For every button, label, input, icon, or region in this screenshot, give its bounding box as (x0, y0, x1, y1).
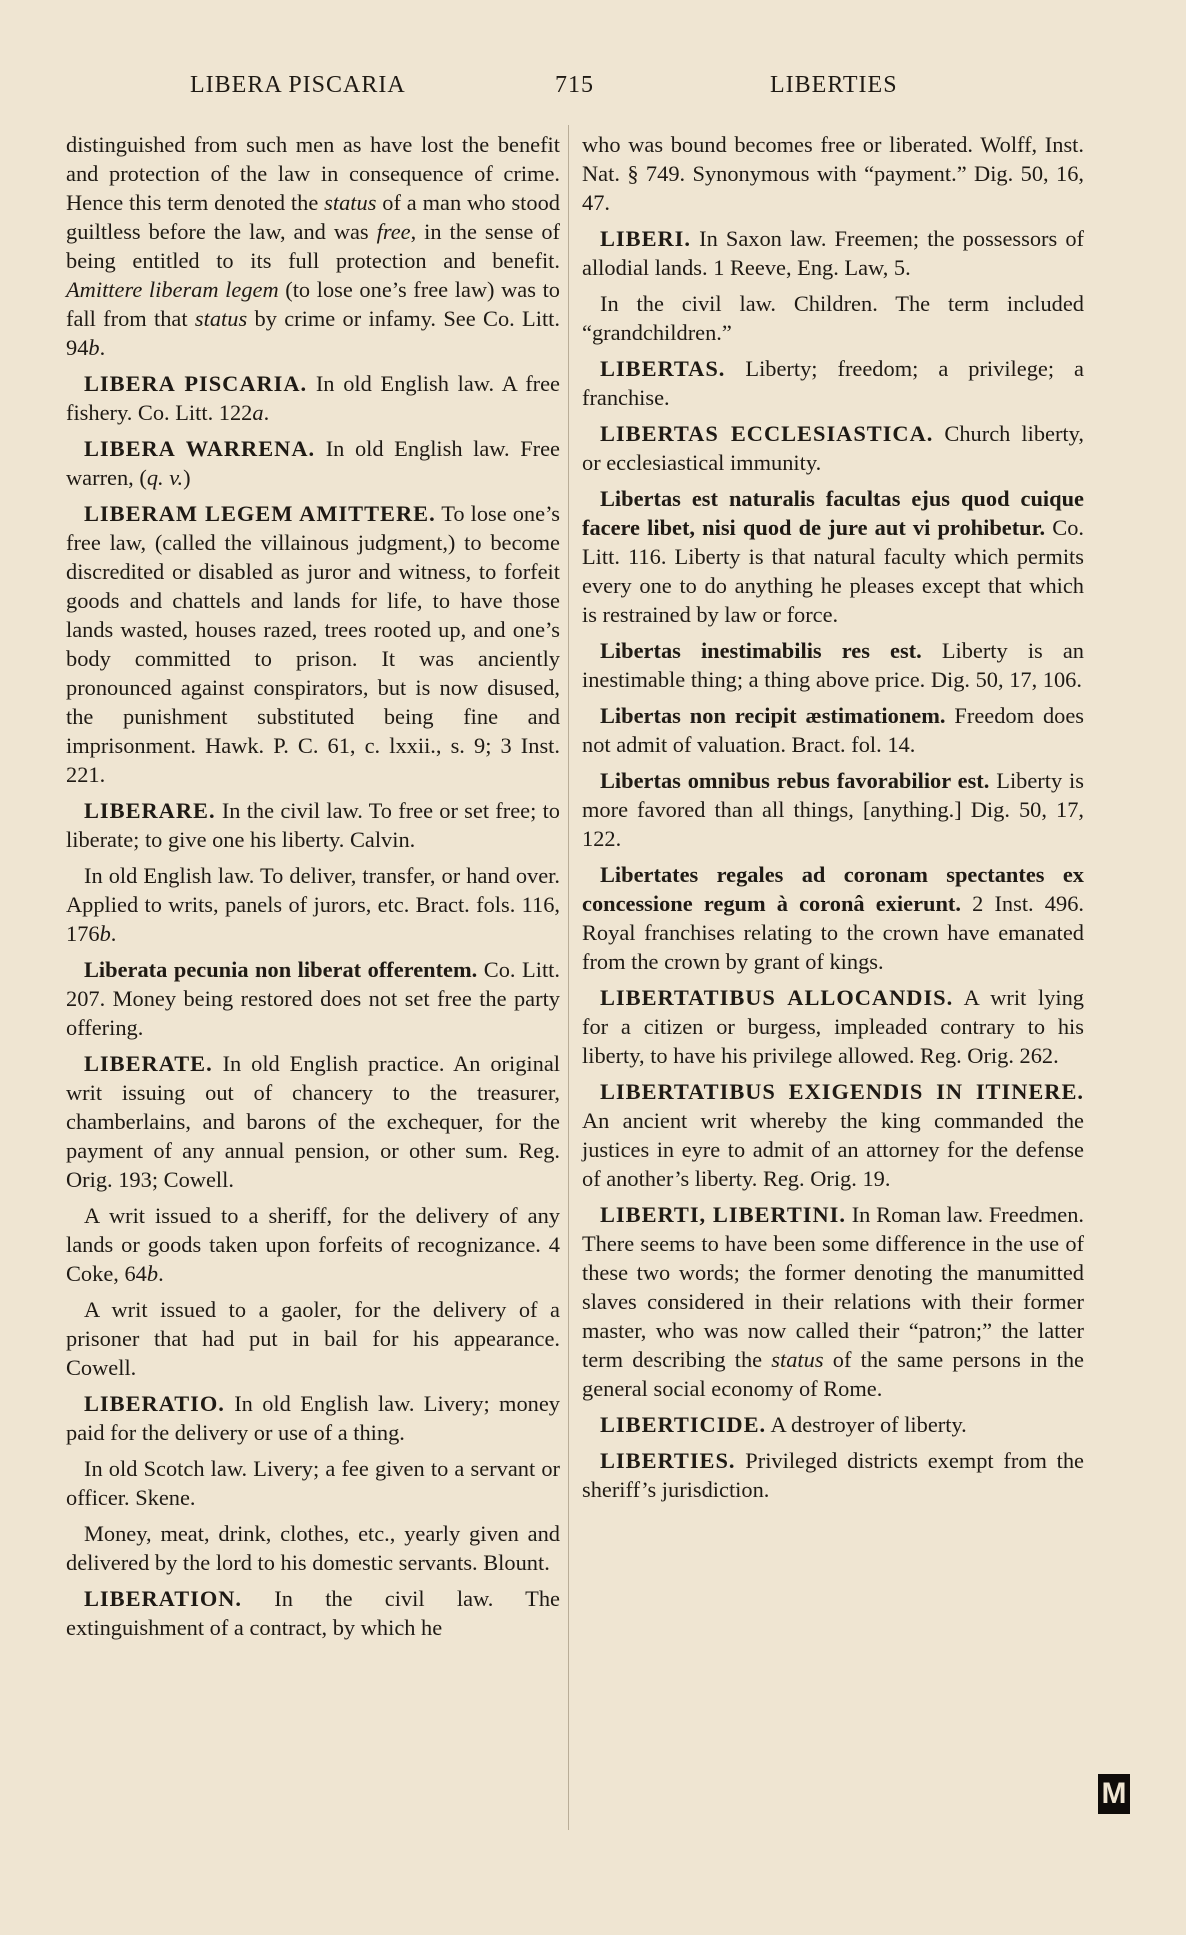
entry-text: A writ issued to a sheriff, for the delivery of any lands or goods taken upon forfeits of recognizance. 4 Coke, 64 (66, 1203, 560, 1286)
dictionary-entry (66, 1519, 560, 1577)
headword: LIBERATE. (84, 1051, 213, 1076)
italic-text: status (771, 1347, 824, 1372)
dictionary-entry (66, 1454, 560, 1512)
entry-text: Privileged districts exempt from the sheriff’s jurisdiction. (582, 1448, 1084, 1502)
entry-text: In old English law. Free warren, ( (66, 436, 560, 490)
dictionary-entry (582, 484, 1084, 629)
dictionary-entry (582, 130, 1084, 217)
entry-text: . (263, 400, 270, 425)
entry-text: A writ lying for a citizen or burgess, impleaded contrary to his liberty, to have his privilege allowed. Reg. Orig. 262. (582, 985, 1084, 1068)
dictionary-entry (66, 1295, 560, 1382)
maxim: Libertas est naturalis facultas ejus quod cuique facere libet, nisi quod de jure aut vi prohibetur. (582, 486, 1084, 540)
dictionary-entry (66, 796, 560, 854)
entry-text: A destroyer of liberty. (766, 1412, 967, 1437)
dictionary-entry (582, 636, 1084, 694)
header-right-guideword: LIBERTIES (770, 72, 898, 98)
dictionary-entry (582, 860, 1084, 976)
maxim: Libertas inestimabilis res est. (600, 638, 922, 663)
right-column (582, 130, 1084, 1511)
entry-text: In old English law. A free fishery. Co. Litt. 122 (66, 371, 560, 425)
dictionary-entry (582, 983, 1084, 1070)
dictionary-entry (582, 1446, 1084, 1504)
running-header (0, 72, 1186, 112)
headword: LIBERTATIBUS EXIGENDIS IN ITINERE. (600, 1079, 1084, 1104)
entry-text: A writ issued to a gaoler, for the delivery of a prisoner that had put in bail for his appearance. Cowell. (66, 1297, 560, 1380)
dictionary-entry (66, 130, 560, 362)
headword: LIBERTIES. (600, 1448, 736, 1473)
headword: LIBERA WARRENA. (84, 436, 316, 461)
italic-text: b (99, 921, 111, 946)
dictionary-entry (66, 1584, 560, 1642)
left-column (66, 130, 560, 1649)
dictionary-entry (66, 369, 560, 427)
headword: LIBERARE. (84, 798, 216, 823)
entry-text: An ancient writ whereby the king commanded the justices in eyre to admit of an attorney for the defense of another’s liberty. Reg. Orig. 19. (582, 1108, 1084, 1191)
entry-text: . (158, 1261, 164, 1286)
entry-text: 2 Inst. 496. Royal franchises relating to the crown have emanated from the crown by grant of kings. (582, 891, 1084, 974)
entry-text: distinguished from such men as have lost the benefit and protection of the law in consequence of crime. Hence this term denoted the (66, 132, 560, 215)
entry-text: In old Scotch law. Livery; a fee given to a servant or officer. Skene. (66, 1456, 560, 1510)
headword: LIBERTI, LIBERTINI. (600, 1202, 846, 1227)
entry-text: by crime or infamy. See Co. Litt. 94 (66, 306, 560, 360)
entry-text: In the civil law. The extinguishment of a contract, by which he (66, 1586, 560, 1640)
entry-text: Church liberty, or ecclesiastical immunity. (582, 421, 1084, 475)
entry-text: Liberty is an inestimable thing; a thing above price. Dig. 50, 17, 106. (582, 638, 1084, 692)
entry-text: In the civil law. Children. The term included “grandchildren.” (582, 291, 1084, 345)
entry-text: , in the sense of being entitled to its full protection and benefit. (66, 219, 560, 273)
entry-text: In Roman law. Freedmen. There seems to have been some difference in the use of these two words; the former denoting the manumitted slaves considered in their relations with their former master, who was now called their “patron;” the latter term describing the (582, 1202, 1084, 1372)
italic-text: b (88, 335, 100, 360)
entry-text: . (110, 921, 117, 946)
italic-text: status (194, 306, 248, 331)
headword: LIBERTAS. (600, 356, 726, 381)
italic-text: a (252, 400, 264, 425)
italic-text: b (146, 1261, 159, 1286)
entry-text: ) (183, 465, 191, 490)
headword: LIBERTATIBUS ALLOCANDIS. (600, 985, 954, 1010)
headword: LIBERA PISCARIA. (84, 371, 308, 396)
italic-text: status (324, 190, 377, 215)
entry-text: . (99, 335, 106, 360)
dictionary-entry (582, 1410, 1084, 1439)
italic-text: free (376, 219, 411, 244)
headword: LIBERATIO. (84, 1391, 225, 1416)
entry-text: In old English law. Livery; money paid for the delivery or use of a thing. (66, 1391, 560, 1445)
dictionary-entry (66, 861, 560, 948)
entry-text: of the same persons in the general social economy of Rome. (582, 1347, 1084, 1401)
entry-text: of a man who stood guiltless before the law, and was (66, 190, 560, 244)
maxim: Liberata pecunia non liberat offerentem. (84, 957, 478, 982)
entry-text: Co. Litt. 116. Liberty is that natural faculty which permits every one to do anything he pleases except that which is restrained by law or force. (582, 515, 1084, 627)
entry-text: Liberty; freedom; a privilege; a franchise. (582, 356, 1084, 410)
entry-text: In Saxon law. Freemen; the possessors of allodial lands. 1 Reeve, Eng. Law, 5. (582, 226, 1084, 280)
column-divider (568, 125, 569, 1830)
headword: LIBERI. (600, 226, 691, 251)
dictionary-entry (582, 224, 1084, 282)
thumb-index-tab: M (1098, 1774, 1130, 1814)
dictionary-entry (582, 354, 1084, 412)
italic-text: Amittere liberam legem (66, 277, 279, 302)
entry-text: Freedom does not admit of valuation. Bract. fol. 14. (582, 703, 1084, 757)
entry-text: In old English practice. An original writ issuing out of chancery to the treasurer, chamberlains, and barons of the exchequer, for the payment of any annual pension, or other sum. Reg. Orig. 193; Cowell. (66, 1051, 560, 1192)
dictionary-entry (582, 1077, 1084, 1193)
entry-text: Liberty is more favored than all things, [anything.] Dig. 50, 17, 122. (582, 768, 1084, 851)
maxim: Libertas omnibus rebus favorabilior est. (600, 768, 990, 793)
dictionary-entry (582, 701, 1084, 759)
entry-text: (to lose one’s free law) was to fall from that (66, 277, 560, 331)
page-number: 715 (555, 72, 594, 98)
headword: LIBERATION. (84, 1586, 243, 1611)
dictionary-entry (66, 955, 560, 1042)
dictionary-entry (582, 289, 1084, 347)
maxim: Libertas non recipit æstimationem. (600, 703, 946, 728)
maxim: Libertates regales ad coronam spectantes ex concessione regum à coronâ exierunt. (582, 862, 1084, 916)
entry-text: To lose one’s free law, (called the villainous judgment,) to become discredited or disabled as juror and witness, to forfeit goods and chattels and lands for life, to have those lands wasted, houses razed, trees rooted up, and one’s body committed to prison. It was anciently pronounced against conspirators, but is now disused, the punishment substituted being fine and imprisonment. Hawk. P. C. 61, c. lxxii., s. 9; 3 Inst. 221. (66, 501, 560, 787)
entry-text: In old English law. To deliver, transfer, or hand over. Applied to writs, panels of jurors, etc. Bract. fols. 116, 176 (66, 863, 560, 946)
dictionary-entry (66, 1201, 560, 1288)
italic-text: q. v. (146, 465, 184, 490)
dictionary-entry (582, 1200, 1084, 1403)
dictionary-entry (66, 1049, 560, 1194)
entry-text: Money, meat, drink, clothes, etc., yearly given and delivered by the lord to his domestic servants. Blount. (66, 1521, 560, 1575)
dictionary-entry (66, 434, 560, 492)
entry-text: Co. Litt. 207. Money being restored does not set free the party offering. (66, 957, 560, 1040)
dictionary-entry (66, 499, 560, 789)
headword: LIBERTICIDE. (600, 1412, 767, 1437)
headword: LIBERTAS ECCLESIASTICA. (600, 421, 934, 446)
dictionary-entry (582, 419, 1084, 477)
dictionary-entry (66, 1389, 560, 1447)
dictionary-entry (582, 766, 1084, 853)
entry-text: In the civil law. To free or set free; to liberate; to give one his liberty. Calvin. (66, 798, 560, 852)
headword: LIBERAM LEGEM AMITTERE. (84, 501, 436, 526)
entry-text: who was bound becomes free or liberated. Wolff, Inst. Nat. § 749. Synonymous with “payment.” Dig. 50, 16, 47. (582, 132, 1084, 215)
header-left-guideword: LIBERA PISCARIA (190, 72, 406, 98)
